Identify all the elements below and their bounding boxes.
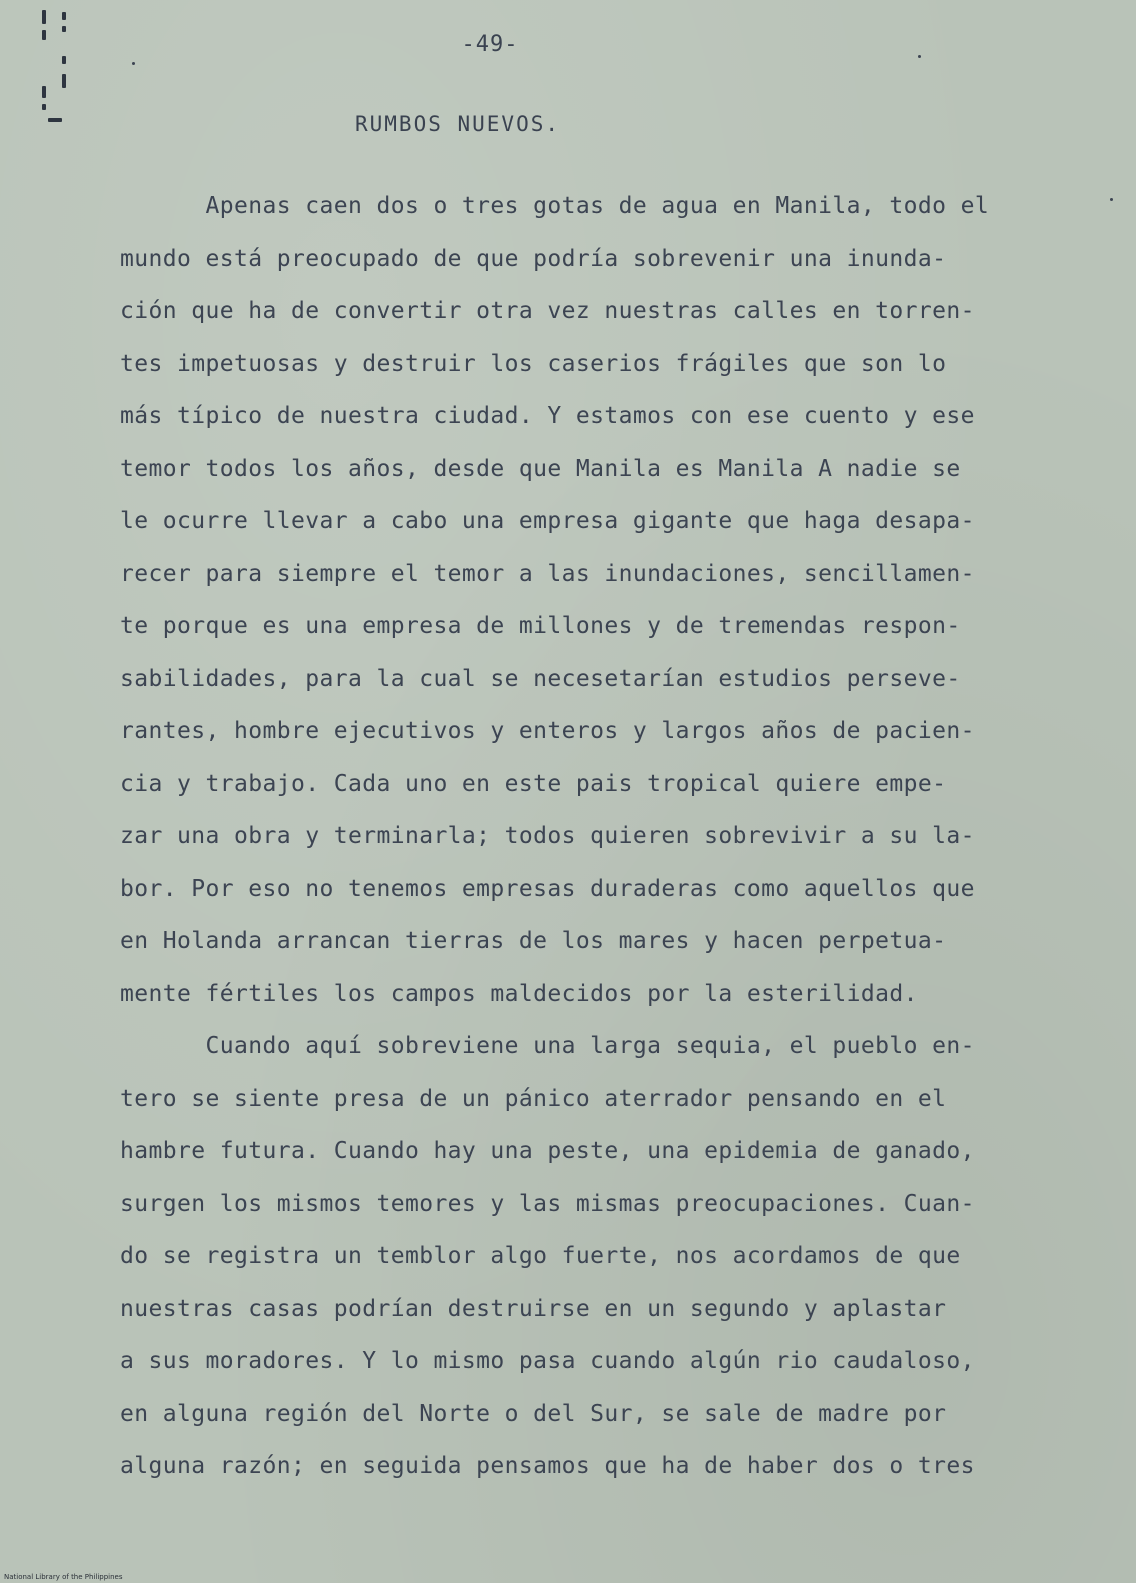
text-line: temor todos los años, desde que Manila es Manila A nadie se	[120, 455, 961, 482]
text-line: hambre futura. Cuando hay una peste, una epidemia de ganado,	[120, 1138, 975, 1164]
text-line: más típico de nuestra ciudad. Y estamos con ese cuento y ese	[120, 403, 975, 429]
text-line: Cuando aquí sobreviene una larga sequia, el pueblo en-	[120, 1033, 975, 1059]
text-line: le ocurre llevar a cabo una empresa gigante que haga desapa-	[120, 508, 975, 534]
text-line: recer para siempre el temor a las inundaciones, sencillamen-	[120, 560, 975, 587]
text-line: do se registra un temblor algo fuerte, nos acordamos de que	[120, 1243, 961, 1269]
text-line: cia y trabajo. Cada uno en este pais tropical quiere empe-	[120, 770, 947, 797]
paper-speck	[918, 55, 921, 58]
text-line: en alguna región del Norte o del Sur, se sale de madre por	[120, 1400, 947, 1427]
body-text	[120, 180, 1080, 1493]
text-line: mente fértiles los campos maldecidos por la esterilidad.	[120, 980, 918, 1007]
text-line: surgen los mismos temores y las mismas preocupaciones. Cuan-	[120, 1190, 975, 1217]
paper-speck	[132, 62, 135, 65]
archive-credit: National Library of the Philippines	[4, 1573, 123, 1581]
text-line: nuestras casas podrían destruirse en un segundo y aplastar	[120, 1295, 947, 1322]
text-line: en Holanda arrancan tierras de los mares y hacen perpetua-	[120, 928, 947, 954]
text-line: rantes, hombre ejecutivos y enteros y largos años de pacien-	[120, 718, 975, 744]
page-number: -49-	[461, 32, 519, 57]
paper-speck	[1110, 198, 1113, 201]
binding-hole-marks	[40, 8, 80, 138]
text-line: alguna razón; en seguida pensamos que ha de haber dos o tres	[120, 1453, 975, 1479]
text-line: Apenas caen dos o tres gotas de agua en Manila, todo el	[120, 193, 990, 219]
text-line: sabilidades, para la cual se necesetarían estudios perseve-	[120, 665, 961, 692]
text-line: zar una obra y terminarla; todos quieren sobrevivir a su la-	[120, 823, 975, 849]
text-line: ción que ha de convertir otra vez nuestras calles en torren-	[120, 298, 975, 324]
text-line: tes impetuosas y destruir los caserios frágiles que son lo	[120, 350, 947, 377]
text-line: te porque es una empresa de millones y de tremendas respon-	[120, 613, 961, 639]
text-line: tero se siente presa de un pánico aterrador pensando en el	[120, 1085, 947, 1112]
document-title: RUMBOS NUEVOS.	[355, 112, 561, 136]
text-line: mundo está preocupado de que podría sobrevenir una inunda-	[120, 245, 947, 272]
text-line: bor. Por eso no tenemos empresas duraderas como aquellos que	[120, 875, 975, 902]
text-line: a sus moradores. Y lo mismo pasa cuando algún rio caudaloso,	[120, 1348, 975, 1374]
